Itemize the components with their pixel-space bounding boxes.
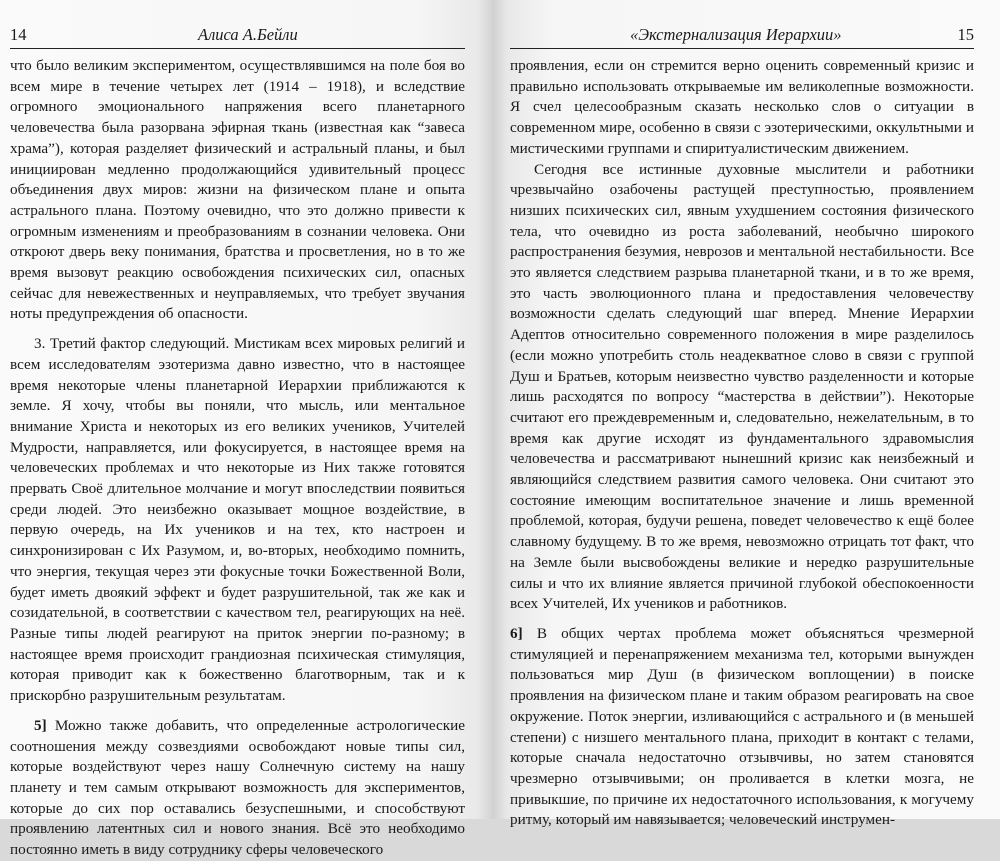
section-marker: 5] [34,716,47,734]
paragraph: 5] Можно также добавить, что определенные астрологические соотношения между созвездиями освобождают новые типы сил, которые воздействуют через нашу Солнечную систему на нашу планету и тем самым открывают возможность для экспериментов, которые до сих пор оставались безуспешными, и способствуют проявлению латентных сил и нового знания. Всё это необходимо постоянно иметь в виду сотруднику сферы человеческого [10,716,465,859]
header-rule [10,48,465,49]
section-marker: 6] [510,624,523,642]
paragraph: Сегодня все истинные духовные мыслители и работники чрезвычайно озабочены растущей преступностью, проявлением низших психических сил, явным ухудшением состояния физического тела, что очевидно из роста заболеваний, необычно широкого распространения безумия, неврозов и ментальной нестабильности. Все это является следствием разрыва планетарной ткани, и в то же время, это часть эволюционного плана и предоставления человечеству возможности сделать следующий шаг вперед. Мнение Иерархии Адептов относительно современного положения в мире разделилось (если можно употребить столь неадекватное слово в связи с группой Душ и Братьев, которым неизвестно чувство разделенности и которые лишь расходятся по вопросу “мастерства в действии”). Некоторые считают его преждевременным и, следовательно, нежелательным, в то время как другие исходят из фундаментального здравомыслия человечества и рассматривают нынешний кризис как неизбежный и являющийся следствием развития самого человека. Они считают это состояние имеющим воспитательное значение и лишь временной проблемой, которая, будучи решена, поведет человечество к ещё более славному будущему. В то же время, невозможно отрицать тот факт, что на Земле были высвобождены великие и нередко разрушительные силы и что их влияние является причиной глубокой обеспокоенности всех Учителей, Их учеников и работников. [510,160,974,613]
page-number: 14 [10,25,27,44]
paragraph: что было великим экспериментом, осуществлявшимся на поле боя во всем мире в течение четырех лет (1914 – 1918), и вследствие огромного эмоционального напряжения всего планетарного человечества была разорвана эфирная ткань (известная как “завеса храма”), которая разделяет физический и астральный планы, и был инициирован медленно продолжающийся удивительный процесс объединения двух миров: жизни на физическом плане и опыта астрального плана. Поэтому очевидно, что это должно привести к огромным изменениям и преобразованиям в сознании человека. Они откроют дверь веку понимания, братства и просветления, но в то же время вызовут реакцию освобождения психических сил, опасных сейчас для невежественных и неуправляемых, что требует звучания ноты предупреждения об опасности. [10,57,465,323]
header-rule [510,48,974,49]
paragraph: 3. Третий фактор следующий. Мистикам всех мировых религий и всем исследователям эзотеризма давно известно, что в настоящее время некоторые члены планетарной Иерархии приближаются к земле. Я хочу, чтобы вы поняли, что мысль, или ментальное внимание Христа и некоторых из его великих учеников, Учителей Мудрости, направляется, или фокусируется, в настоящее время на человеческих проблемах и что некоторые из Них также готовятся прервать Своё длительное молчание и могут впоследствии появиться среди людей. Это неизбежно оказывает мощное воздействие, в первую очередь, на Их учеников и на тех, кто настроен и синхронизирован с Их Разумом, и, во-вторых, необходимо помнить, что энергия, текущая через эти фокусные точки Божественной Воли, будет иметь двоякий эффект и будет разрушительной, так же как и созидательной, в соответствии с качеством тел, реагирующих на неё. Разные типы людей реагируют на приток энергии по-разному; в настоящее время происходит грандиозная психическая стимуляция, которая приводит как к божественно благотворным, так и к прискорбно разрушительным результатам. [10,335,465,705]
right-page [492,0,1000,829]
page-number: 15 [957,25,974,44]
left-page [0,0,492,859]
left-running-head [10,24,465,46]
paragraph: 6] В общих чертах проблема может объясняться чрезмерной стимуляцией и перенапряжением механизма тел, которыми вынужден пользоваться мир Душ (в физическом воплощении) в поиске проявления на физическом плане и таким образом реагировать на свое окружение. Поток энергии, изливающийся с астрального и (в меньшей степени) с низшего ментального плана, приходит в контакт с телами, которые сначала недостаточно отзывчивы, но затем становятся чрезмерно отзывчивыми; он проливается в клетки мозга, не привыкшие, по причине их недостаточного использования, к могучему ритму, который им навязывается; человеческий инструмен- [510,624,974,829]
left-body-text [10,56,465,861]
book-title: «Экстернализация Иерархии» [630,25,842,44]
right-running-head [510,24,974,46]
right-body-text [510,56,974,831]
paragraph: проявления, если он стремится верно оценить современный кризис и правильно использовать открываемые им великолепные возможности. Я счел целесообразным сказать несколько слов о ситуации в современном мире, особенно в связи с эзотерическими, оккультными и мистическими группами и спиритуалистическим движением. [510,57,974,157]
author-title: Алиса А.Бейли [198,25,298,44]
